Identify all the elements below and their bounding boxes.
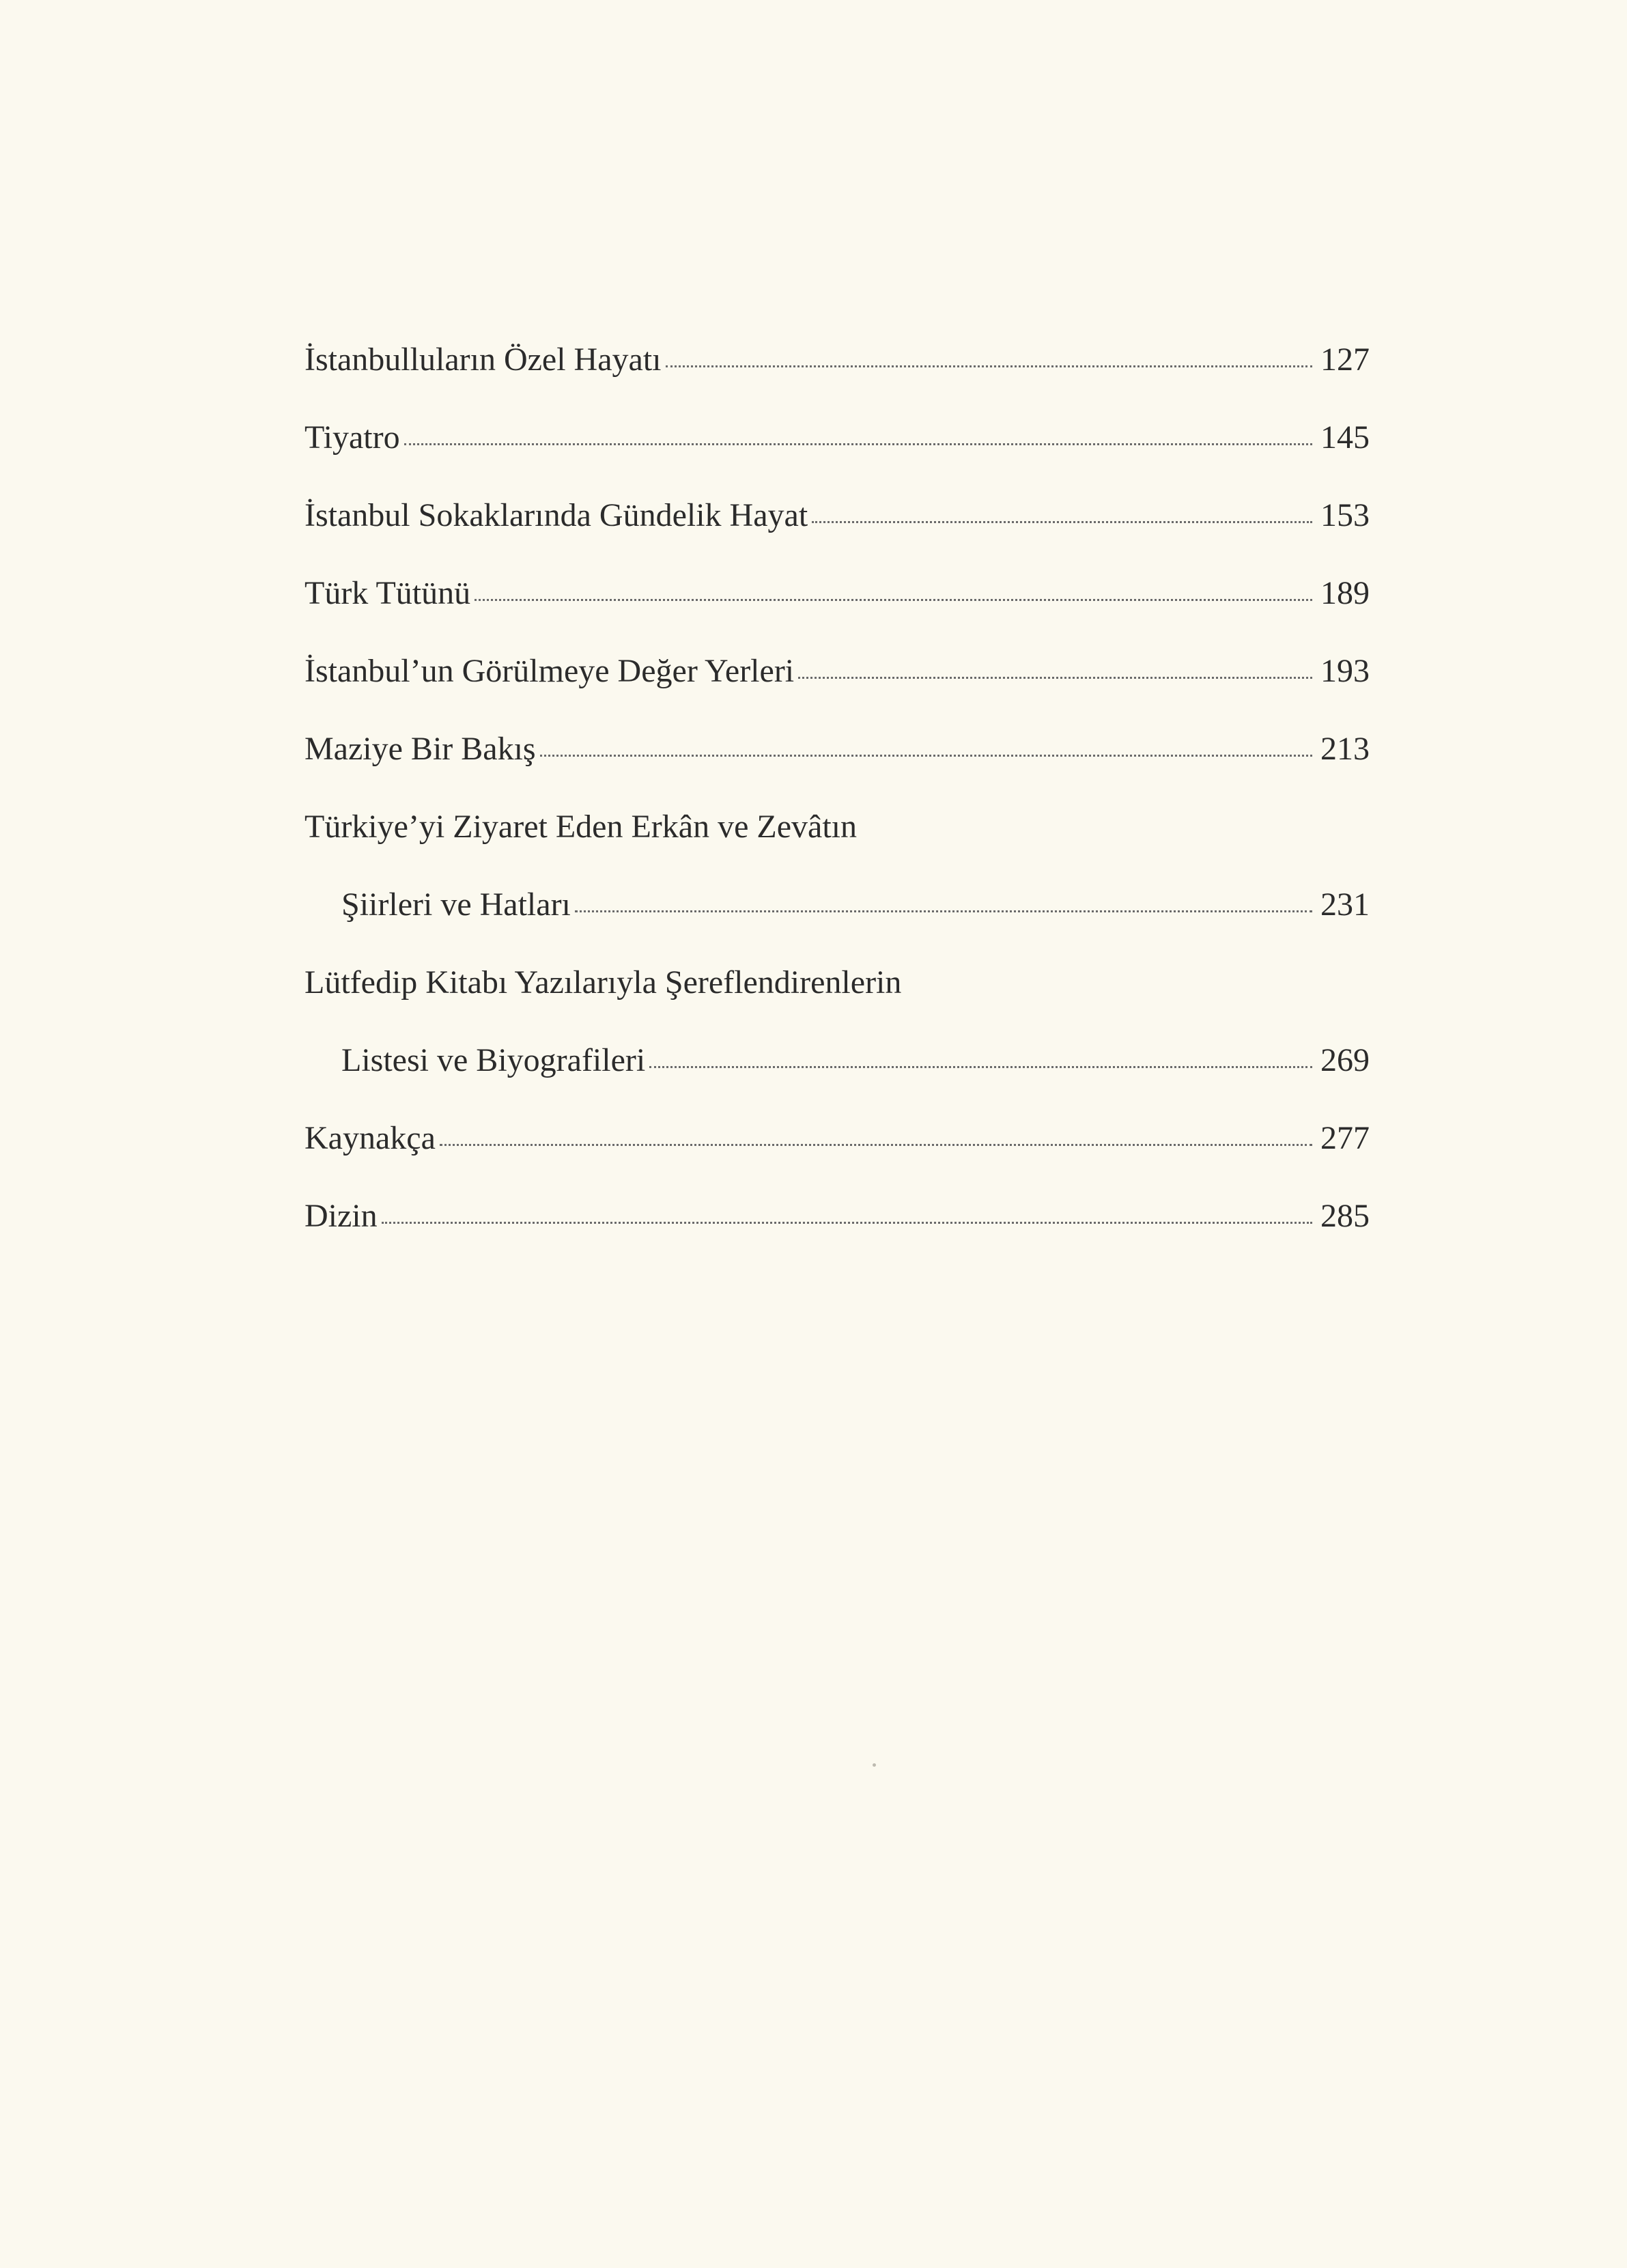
toc-entry-title: Dizin [305,1198,378,1234]
toc-entry-page: 213 [1320,731,1370,767]
toc-entry [305,710,1370,788]
toc-entry-first-line [305,788,1370,866]
toc-entry [305,321,1370,399]
toc-entry-title: Listesi ve Biyografileri [341,1042,646,1078]
toc-entry-title: Şiirleri ve Hatları [341,886,571,923]
toc-entry [305,399,1370,477]
toc-entry-page: 277 [1320,1120,1370,1156]
toc-entry-title: İstanbul Sokaklarında Gündelik Hayat [305,497,808,533]
dot-leader [404,443,1312,445]
toc-entry [305,632,1370,710]
dot-leader [575,910,1312,912]
dot-leader [649,1066,1312,1068]
scan-speck [873,1763,876,1767]
toc-entry-title: Tiyatro [305,419,400,456]
toc-entry [305,1100,1370,1177]
toc-entry-page: 127 [1320,341,1370,378]
toc-entry-title: Maziye Bir Bakış [305,731,536,767]
toc-entry [305,477,1370,555]
toc-entry-title: Türkiye’yi Ziyaret Eden Erkân ve Zevâtın [305,809,857,845]
toc-entry-page: 285 [1320,1198,1370,1234]
toc-entry-title: İstanbul’un Görülmeye Değer Yerleri [305,653,795,689]
toc-entry-title: İstanbulluların Özel Hayatı [305,341,662,378]
toc-entry-title: Türk Tütünü [305,575,471,611]
toc-entry-continuation [305,866,1370,944]
toc-entry-page: 153 [1320,497,1370,533]
dot-leader [666,365,1313,367]
toc-entry-continuation [305,1022,1370,1100]
toc-entry [305,1177,1370,1255]
toc-entry-title: Kaynakça [305,1120,436,1156]
toc-entry [305,555,1370,632]
dot-leader [540,755,1312,757]
toc-entry-page: 145 [1320,419,1370,456]
toc-entry-title: Lütfedip Kitabı Yazılarıyla Şereflendirenlerin [305,964,902,1000]
dot-leader [812,521,1312,523]
toc-entry-page: 231 [1320,886,1370,923]
toc-entry-page: 193 [1320,653,1370,689]
toc-entry-page: 189 [1320,575,1370,611]
table-of-contents [305,321,1370,1255]
dot-leader [475,599,1312,601]
toc-entry-first-line [305,944,1370,1022]
dot-leader [798,677,1312,679]
toc-entry-page: 269 [1320,1042,1370,1078]
dot-leader [382,1222,1312,1224]
dot-leader [440,1144,1312,1146]
